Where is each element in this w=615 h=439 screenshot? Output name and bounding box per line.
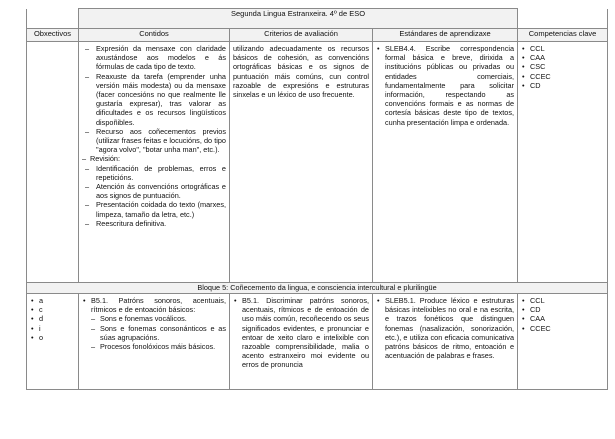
header-row [27, 29, 608, 42]
list-item: – Reescritura definitiva. [82, 219, 226, 228]
table-row [27, 42, 608, 283]
table-title: Segunda Lingua Estranxeira. 4º de ESO [79, 9, 518, 29]
criteria-cell [230, 294, 373, 390]
list-item: • o [30, 333, 75, 342]
contents-cell [79, 294, 230, 390]
header-criteria: Criterios de avaliación [230, 29, 373, 42]
curriculum-table [26, 8, 608, 390]
list-item: – Recurso aos coñecementos previos (utilizar frases feitas e locucións, do tipo "agora volvo", "botar unha man", etc.). [82, 127, 226, 155]
list-item: • CAA [521, 53, 604, 62]
list-item: • d [30, 314, 75, 323]
header-competences: Competencias clave [518, 29, 608, 42]
standards-cell [373, 294, 518, 390]
competences-list [521, 44, 604, 90]
standards-cell [373, 42, 518, 283]
list-item: – Sons e fonemas consonánticos e as súas agrupacións. [82, 324, 226, 342]
list-item: • CCL [521, 296, 604, 305]
list-item: • CD [521, 305, 604, 314]
list-item: • CCEC [521, 72, 604, 81]
standards-list [376, 44, 514, 127]
table-row [27, 294, 608, 390]
list-item: – Expresión da mensaxe con claridade axustándose aos modelos e ás fórmulas de cada tipo de texto. [82, 44, 226, 72]
list-item: • c [30, 305, 75, 314]
list-item: – Procesos fonolóxicos máis básicos. [82, 342, 226, 351]
list-item: • CSC [521, 62, 604, 71]
list-item: • CAA [521, 314, 604, 323]
list-item: – Sons e fonemas vocálicos. [82, 314, 226, 323]
list-item: • B5.1. Discriminar patróns sonoros, acentuais, rítmicos e de entoación de uso máis común, recoñecendo os seus significados evidentes, e pronunciar e entoar de xeito claro e intelixible con razoable comprensibilidade, malia o acento estranxeiro moi evidente ou erros de pronuncia [233, 296, 369, 370]
criteria-list [233, 296, 369, 370]
criteria-text: utilizando adecuadamente os recursos básicos de cohesión, as convencións ortográficas básicas e os signos de puntuación máis comúns, cun control razoable de expresións e estruturas sinxelas e un léxico de uso frecuente. [233, 44, 369, 100]
contents-list [82, 296, 226, 351]
competences-cell [518, 294, 608, 390]
objectives-cell [27, 42, 79, 283]
header-contents: Contidos [79, 29, 230, 42]
contents-list [82, 44, 226, 228]
block-title: Bloque 5: Coñecemento da lingua, e consciencia intercultural e plurilingüe [27, 283, 608, 294]
table-title-row [27, 9, 608, 29]
objectives-list [30, 296, 75, 342]
objectives-cell [27, 294, 79, 390]
list-item: • SLEB4.4. Escribe correspondencia formal básica e breve, dirixida a institucións públicas ou privadas ou entidades comerciais, fundamentalmente para solicitar información, respectando as convencións formais e as normas de cortesía básicas deste tipo de textos, cunha presentación limpa e ordenada. [376, 44, 514, 127]
list-item: – Presentación coidada do texto (marxes, limpeza, tamaño da letra, etc.) [82, 200, 226, 218]
list-item: • i [30, 324, 75, 333]
list-item: • CD [521, 81, 604, 90]
title-blank-cell-right [518, 9, 608, 29]
contents-cell [79, 42, 230, 283]
list-item: • CCEC [521, 324, 604, 333]
standards-list [376, 296, 514, 360]
header-objectives: Obxectivos [27, 29, 79, 42]
competences-cell [518, 42, 608, 283]
title-blank-cell [27, 9, 79, 29]
list-item: • SLEB5.1. Produce léxico e estruturas básicas intelixibles no oral e na escrita, e trazos fonéticos que distinguen fonemas (nasalización, sonorización, etc.), e utiliza con eficacia comunicativa patróns básicos de ritmo, entoación e acentuación de palabras e frases. [376, 296, 514, 360]
list-item: • a [30, 296, 75, 305]
header-standards: Estándares de aprendizaxe [373, 29, 518, 42]
list-item: – Reaxuste da tarefa (emprender unha versión máis modesta) ou da mensaxe (facer concesións no que realmente lle gustaría expresar), tras valorar as dificultades e os recursos lingüísticos dispoñibles. [82, 72, 226, 127]
list-item: – Identificación de problemas, erros e repeticións. [82, 164, 226, 182]
list-item: • CCL [521, 44, 604, 53]
list-item: – Atención ás convencións ortográficas e aos signos de puntuación. [82, 182, 226, 200]
block-title-row [27, 283, 608, 294]
list-item: – Revisión: [82, 154, 226, 163]
list-item: • B5.1. Patróns sonoros, acentuais, rítmicos e de entoación básicos: [82, 296, 226, 314]
criteria-cell [230, 42, 373, 283]
competences-list [521, 296, 604, 333]
